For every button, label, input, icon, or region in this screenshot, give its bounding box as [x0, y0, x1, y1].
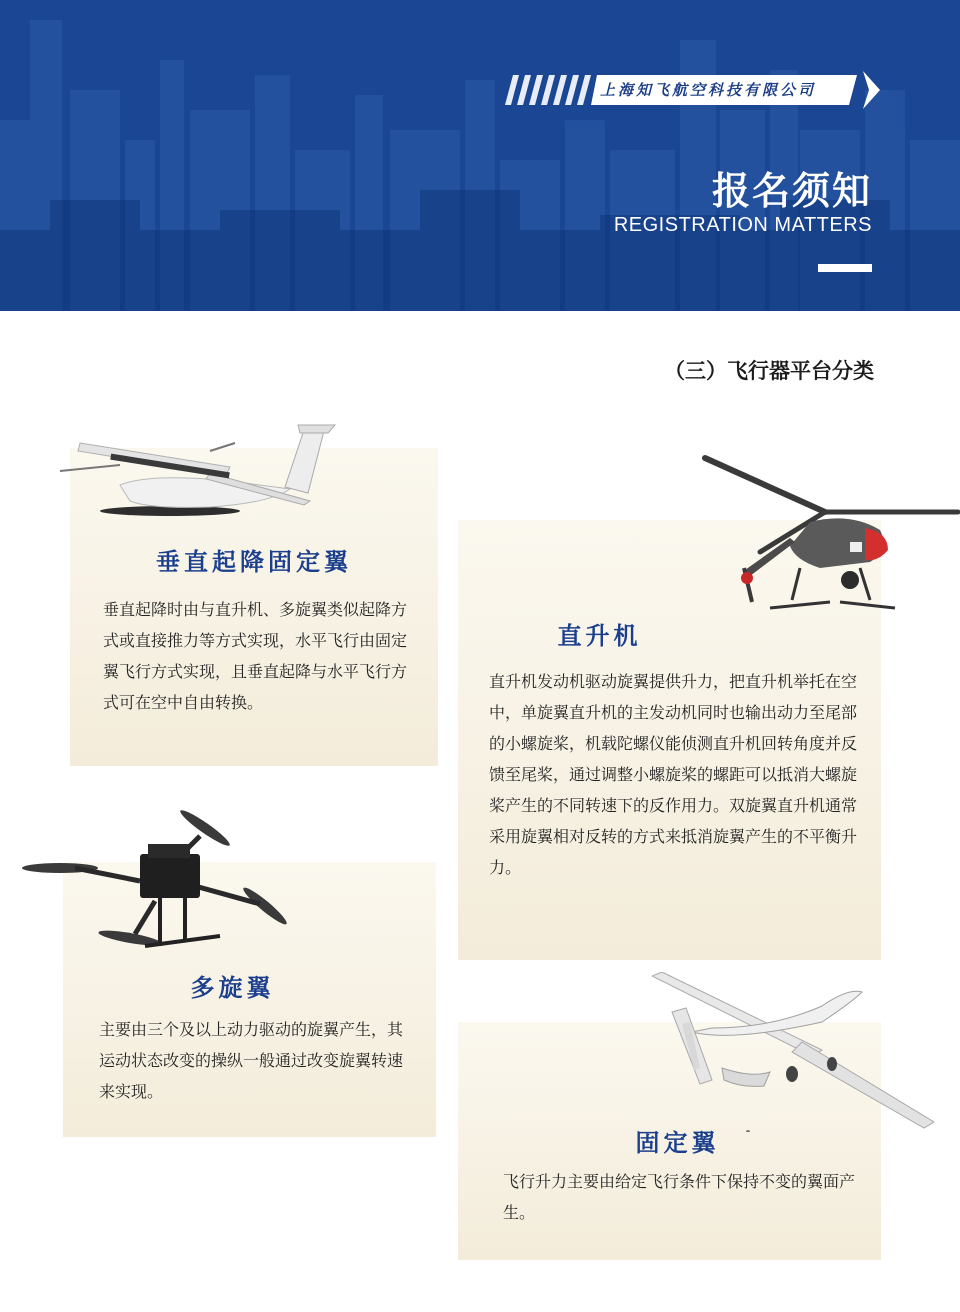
card-description: 直升机发动机驱动旋翼提供升力，把直升机举托在空中，单旋翼直升机的主发动机同时也输出动力至尾部的小螺旋桨，机载陀螺仪能侦测直升机回转角度并反馈至尾桨，通过调整小螺旋桨的螺距可以抵消大螺旋桨产生的不同转速下的反作用力。双旋翼直升机通常采用旋翼相对反转的方式来抵消旋翼产生的不平衡升力。	[489, 672, 858, 877]
card-description: 主要由三个及以上动力驱动的旋翼产生，其运动状态改变的操纵一般通过改变旋翼转速来实现。	[99, 1020, 404, 1101]
multirotor-drone-icon	[20, 806, 290, 956]
header-banner	[0, 0, 960, 311]
section-heading: （三）飞行器平台分类	[664, 359, 874, 383]
card-description: 飞行升力主要由给定飞行条件下保持不变的翼面产生。	[503, 1172, 856, 1222]
page-subtitle: REGISTRATION MATTERS	[613, 214, 872, 236]
city-skyline-background	[0, 0, 960, 311]
vtol-fixed-wing-drone-icon	[60, 415, 350, 523]
page-title: 报名须知	[711, 169, 872, 213]
card-title: 垂直起降固定翼	[156, 548, 352, 576]
card-description: 垂直起降时由与直升机、多旋翼类似起降方式或直接推力等方式实现，水平飞行由固定翼飞行方式实现，且垂直起降与水平飞行方式可在空中自由转换。	[103, 600, 408, 712]
helicopter-drone-icon	[700, 450, 960, 620]
title-underline	[818, 264, 872, 272]
fixed-wing-drone-icon	[652, 972, 934, 1132]
card-title: 多旋翼	[190, 974, 275, 1002]
company-name: 上海知飞航空科技有限公司	[600, 81, 817, 99]
card-title: 固定翼	[635, 1129, 720, 1157]
card-title: 直升机	[557, 622, 642, 650]
company-tag	[505, 71, 880, 109]
